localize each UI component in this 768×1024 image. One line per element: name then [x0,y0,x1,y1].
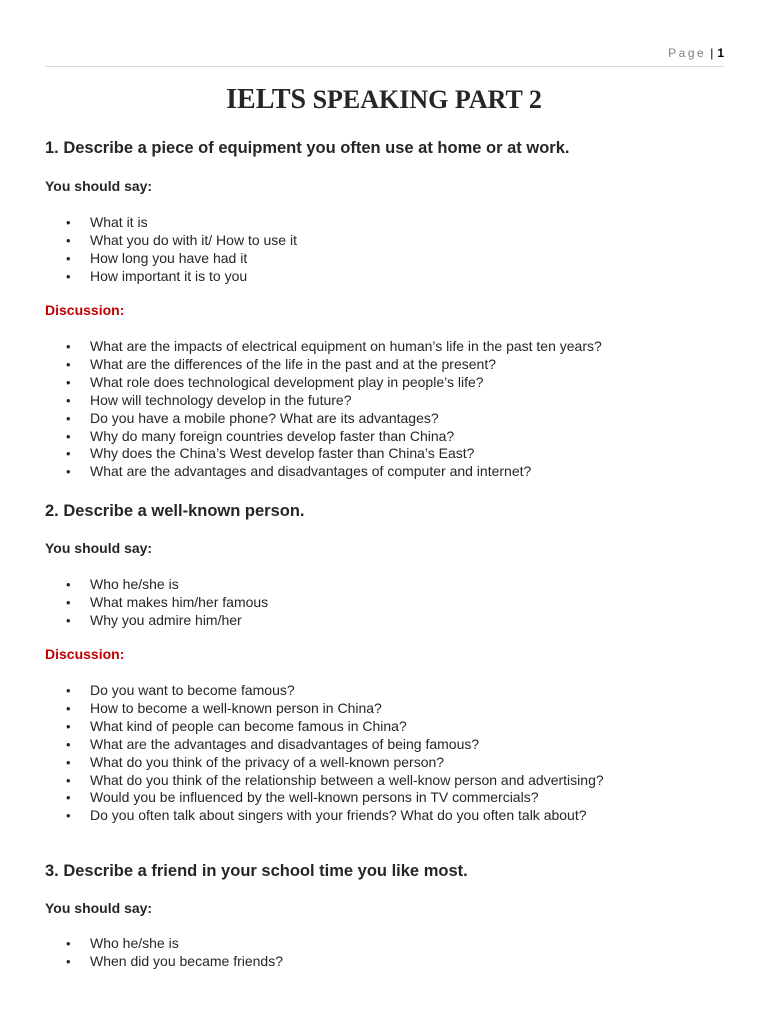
title-rest: SPEAKING PART 2 [306,85,542,114]
page-separator: | [710,46,714,60]
list-item: • How important it is to you [45,268,297,286]
list-item: • How will technology develop in the future? [45,392,602,410]
title-ielts: IELTS [226,84,307,115]
section-1-should-say-list [45,214,297,286]
list-item: • What are the differences of the life in the past and at the present? [45,356,602,374]
list-item: • Do you want to become famous? [45,682,604,700]
page-number: 1 [717,46,724,60]
list-item: • What are the impacts of electrical equipment on human’s life in the past ten years? [45,338,602,356]
list-item: • Would you be influenced by the well-known persons in TV commercials? [45,789,604,807]
list-item: • Who he/she is [45,935,283,953]
page-title [0,84,768,116]
section-1-discussion-list [45,338,602,481]
section-1-discussion-label: Discussion: [45,302,125,318]
list-item: • When did you became friends? [45,953,283,971]
section-1-should-say-label: You should say: [45,178,153,194]
section-2-discussion-list [45,682,604,825]
page-header [0,46,724,60]
section-1-heading: 1. Describe a piece of equipment you often use at home or at work. [45,139,570,157]
list-item: • Why does the China’s West develop faster than China’s East? [45,445,602,463]
section-2-heading: 2. Describe a well-known person. [45,502,305,520]
list-item: • How long you have had it [45,250,297,268]
list-item: • What are the advantages and disadvantages of being famous? [45,736,604,754]
list-item: • Do you often talk about singers with your friends? What do you often talk about? [45,807,604,825]
list-item: • What do you think of the relationship between a well-know person and advertising? [45,772,604,790]
list-item: • What are the advantages and disadvantages of computer and internet? [45,463,602,481]
list-item: • What it is [45,214,297,232]
section-3-should-say-list [45,935,283,971]
section-2-should-say-list [45,576,268,630]
list-item: • What kind of people can become famous in China? [45,718,604,736]
section-3-should-say-label: You should say: [45,900,153,916]
list-item: • Do you have a mobile phone? What are its advantages? [45,410,602,428]
section-2-discussion-label: Discussion: [45,646,125,662]
header-divider [45,66,724,67]
list-item: • Why do many foreign countries develop faster than China? [45,428,602,446]
list-item: • Why you admire him/her [45,612,268,630]
page-label: Page [668,46,707,60]
list-item: • What makes him/her famous [45,594,268,612]
list-item: • What you do with it/ How to use it [45,232,297,250]
list-item: • What role does technological development play in people’s life? [45,374,602,392]
section-3-heading: 3. Describe a friend in your school time you like most. [45,862,468,880]
list-item: • What do you think of the privacy of a well-known person? [45,754,604,772]
list-item: • How to become a well-known person in China? [45,700,604,718]
section-2-should-say-label: You should say: [45,540,153,556]
list-item: • Who he/she is [45,576,268,594]
